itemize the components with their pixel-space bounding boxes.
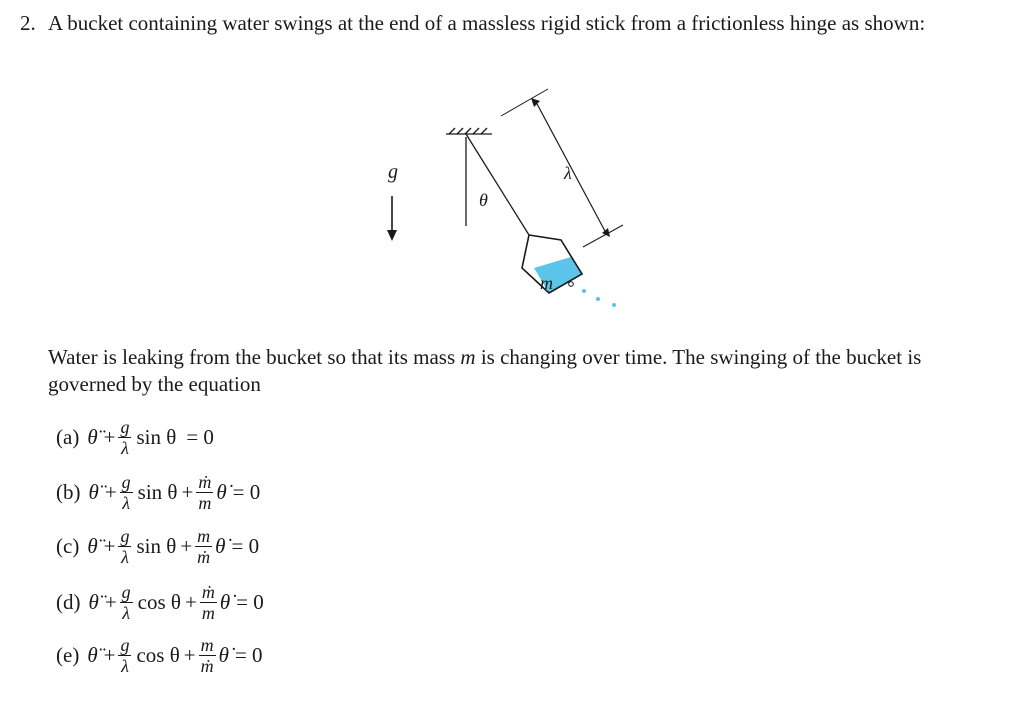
plus-sign: + [104,589,117,614]
fraction-g-over-lambda: $\frac{g}{\lambda}$ [120,525,130,567]
gravity-arrowhead [387,230,397,241]
angle-label: θ [479,190,488,210]
question-body [48,344,978,398]
fraction-m-over-mdot: $\frac{m}{\text{ṁ}}$ [197,525,211,567]
option-label: (a) [56,424,80,449]
option-c[interactable] [56,521,259,571]
leak-hole [569,282,574,287]
option-e[interactable] [56,630,263,680]
theta-double-dot: θ̈ [88,589,99,614]
option-label: (e) [56,642,80,667]
plus-sign: + [180,533,193,558]
body-text-2: is changing over time. The swinging of the bucket is governed by the equation [48,345,922,396]
ceiling-hatch [446,128,492,134]
theta-dot: θ̇ [219,589,231,614]
equals-zero: = 0 [186,424,214,449]
trig-function: sin θ [137,479,178,504]
equals-zero: = 0 [231,533,260,558]
equals-zero: = 0 [236,589,264,614]
fraction-g-over-lambda: $\frac{g}{\lambda}$ [120,634,130,676]
gravity-label: g [388,161,398,183]
length-label: λ [564,163,572,183]
plus-sign: + [184,589,197,614]
theta-double-dot: θ̈ [87,642,98,667]
mass-label: m [540,273,553,293]
question-intro: A bucket containing water swings at the end of a massless rigid stick from a frictionless hinge as shown: [48,11,926,35]
fraction-m-over-mdot: $\frac{m}{\text{ṁ}}$ [200,634,214,676]
body-mass-symbol: m [460,345,476,369]
rigid-stick [466,134,529,235]
option-label: (d) [56,589,81,614]
option-a[interactable] [56,412,214,462]
theta-dot: θ̇ [218,642,229,667]
water-drops [582,289,616,307]
theta-double-dot: θ̈ [87,533,98,558]
option-b[interactable] [56,467,260,517]
plus-sign: + [103,533,116,558]
length-arrowhead-top [531,98,540,107]
plus-sign: + [183,642,196,667]
fraction-mdot-over-m: $\frac{\text{ṁ}}{m}$ [198,471,212,513]
theta-double-dot: θ̈ [88,479,99,504]
fraction-g-over-lambda: $\frac{g}{\lambda}$ [121,471,131,513]
theta-dot: θ̇ [215,533,226,558]
body-text-1: Water is leaking from the bucket so that its mass [48,345,456,369]
pendulum-figure [360,88,640,318]
plus-sign: + [104,479,117,504]
option-label: (c) [56,533,80,558]
fraction-g-over-lambda: $\frac{g}{\lambda}$ [121,581,131,623]
trig-function: cos θ [137,589,181,614]
fraction-g-over-lambda: $\frac{g}{\lambda}$ [120,416,130,458]
plus-sign: + [181,479,194,504]
trig-function: sin θ [136,533,177,558]
option-label: (b) [56,479,81,504]
equals-zero: = 0 [232,479,261,504]
theta-double-dot: θ̈ [87,424,98,449]
option-d[interactable] [56,577,264,627]
plus-sign: + [103,424,116,449]
fraction-mdot-over-m: $\frac{\text{ṁ}}{m}$ [201,581,215,623]
theta-dot: θ̇ [216,479,227,504]
plus-sign: + [103,642,116,667]
question-number: 2. [20,11,36,35]
trig-function: sin θ [136,424,177,449]
trig-function: cos θ [136,642,180,667]
equals-zero: = 0 [234,642,263,667]
